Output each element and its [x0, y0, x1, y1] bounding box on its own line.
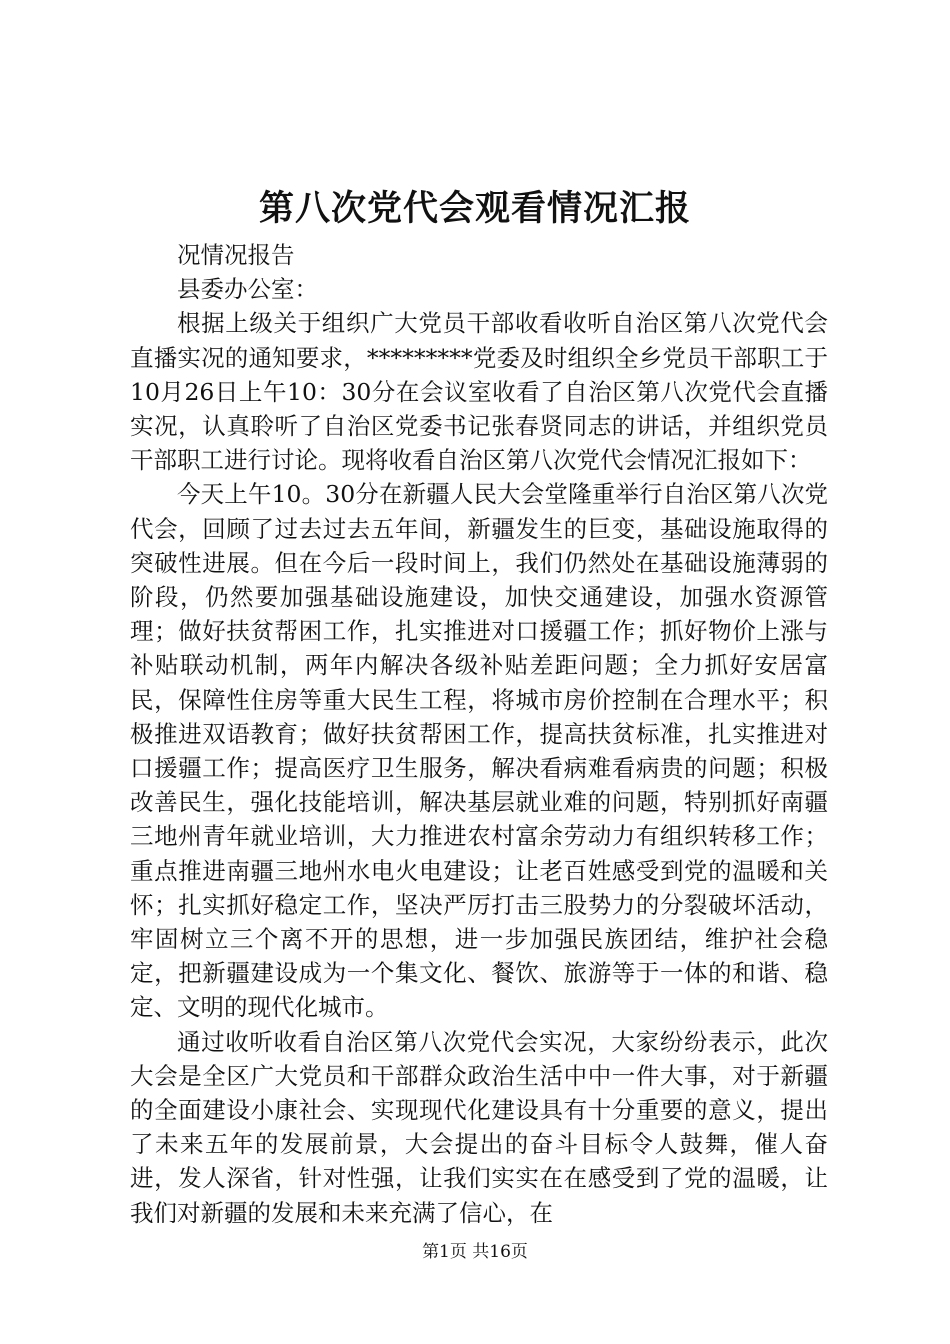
paragraph-addressee: 县委办公室：	[177, 275, 318, 304]
page-footer: 第1页 共16页	[422, 1242, 528, 1262]
paragraph-reaction: 通过收听收看自治区第八次党代会实况，大家纷纷表示，此次大会是全区广大党员和干部群众政治生活中中一件大事，对于新疆的全面建设小康社会、实现现代化建设具有十分重要的意义，提出了未来五年的发展前景，大会提出的奋斗目标令人鼓舞，催人奋进，发人深省，针对性强，让我们实实在在感受到了党的温暖，让我们对新疆的发展和未来充满了信心，在	[130, 1027, 828, 1227]
paragraph-intro: 根据上级关于组织广大党员干部收看收听自治区第八次党代会直播实况的通知要求，*********党委及时组织全乡党员干部职工于10月26日上午10：30分在会议室收看了自治区第八次党代会直播实况，认真聆听了自治区党委书记张春贤同志的讲话，并组织党员干部职工进行讨论。现将收看自治区第八次党代会情况汇报如下：	[130, 309, 828, 475]
paragraph-subtitle: 况情况报告	[177, 241, 295, 269]
document-body	[130, 238, 828, 1230]
page-title: 第八次党代会观看情况汇报	[258, 188, 691, 229]
paragraph-meeting-content: 今天上午10。30分在新疆人民大会堂隆重举行自治区第八次党代会，回顾了过去过去五年间，新疆发生的巨变，基础设施取得的突破性进展。但在今后一段时间上，我们仍然处在基础设施薄弱的阶段，仍然要加强基础设施建设，加快交通建设，加强水资源管理；做好扶贫帮困工作，扎实推进对口援疆工作；抓好物价上涨与补贴联动机制，两年内解决各级补贴差距问题；全力抓好安居富民，保障性住房等重大民生工程，将城市房价控制在合理水平；积极推进双语教育；做好扶贫帮困工作，提高扶贫标准，扎实推进对口援疆工作；提高医疗卫生服务，解决看病难看病贵的问题；积极改善民生，强化技能培训，解决基层就业难的问题，特别抓好南疆三地州青年就业培训，大力推进农村富余劳动力有组织转移工作；重点推进南疆三地州水电火电建设；让老百姓感受到党的温暖和关怀；扎实抓好稳定工作，坚决严厉打击三股势力的分裂破坏活动，牢固树立三个离不开的思想，进一步加强民族团结，维护社会稳定，把新疆建设成为一个集文化、餐饮、旅游等于一体的和谐、稳定、文明的现代化城市。	[130, 480, 828, 1022]
